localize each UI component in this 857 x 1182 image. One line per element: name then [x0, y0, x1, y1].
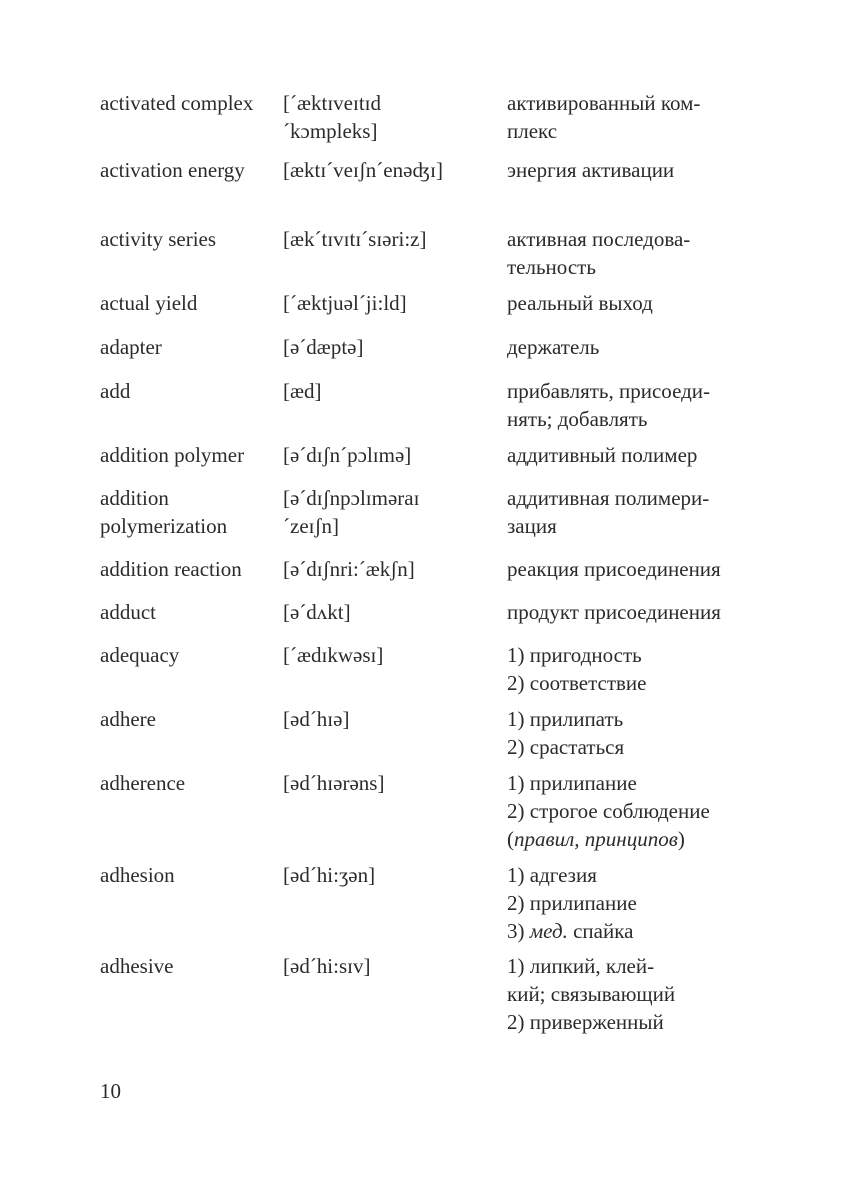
entry-translation: [507, 952, 837, 1036]
entry-term: [100, 555, 280, 583]
entry-term-line: addition: [100, 486, 169, 510]
entry-translation: [507, 555, 837, 583]
translation-text: нять; добавлять: [507, 407, 648, 431]
entry-translation-line: [507, 669, 837, 697]
entry-term: [100, 641, 280, 669]
translation-text: 1) прилипать: [507, 707, 624, 731]
entry-transcription: [283, 769, 498, 797]
entry-translation-line: [507, 377, 837, 405]
entry-term-line: adduct: [100, 600, 156, 624]
entry-translation: [507, 289, 837, 317]
entry-translation: [507, 484, 837, 540]
entry-transcription: [283, 952, 498, 980]
entry-transcription-line: ´zeɪʃn]: [283, 514, 339, 538]
translation-text: 2) строгое соблюдение: [507, 799, 710, 823]
translation-text: 2) прилипание: [507, 891, 637, 915]
entry-translation-line: [507, 156, 837, 184]
entry-transcription: [283, 598, 498, 626]
entry-translation-line: [507, 797, 837, 825]
entry-translation-line: [507, 917, 837, 945]
entry-term-line: adhesive: [100, 954, 174, 978]
entry-term: [100, 598, 280, 626]
entry-transcription-line: [əd´hɪərəns]: [283, 771, 385, 795]
entry-transcription-line: [æk´tɪvɪtɪ´sɪəri:z]: [283, 227, 427, 251]
entry-transcription-line: ´kɔmpleks]: [283, 119, 378, 143]
entry-term: [100, 289, 280, 317]
entry-translation: [507, 156, 837, 184]
entry-transcription-line: [´æktɪveɪtɪd: [283, 91, 381, 115]
translation-text: активированный ком-: [507, 91, 701, 115]
entry-translation-line: [507, 512, 837, 540]
translation-text: 3): [507, 919, 530, 943]
entry-translation-line: [507, 89, 837, 117]
entry-translation-line: [507, 889, 837, 917]
entry-translation: [507, 377, 837, 433]
entry-term: [100, 705, 280, 733]
translation-text: прибавлять, присоеди-: [507, 379, 711, 403]
entry-translation: [507, 705, 837, 761]
translation-text: 1) адгезия: [507, 863, 597, 887]
entry-translation: [507, 861, 837, 945]
entry-transcription-line: [əd´hi:sɪv]: [283, 954, 371, 978]
entry-term: [100, 225, 280, 253]
entry-transcription-line: [´ædɪkwəsɪ]: [283, 643, 384, 667]
translation-text: 2) срастаться: [507, 735, 625, 759]
entry-term-line: addition polymer: [100, 443, 245, 467]
entry-transcription-line: [ə´dɪʃnri:´ækʃn]: [283, 557, 415, 581]
entry-translation-line: [507, 253, 837, 281]
entry-term: [100, 484, 280, 540]
entry-transcription: [283, 705, 498, 733]
entry-transcription-line: [ə´dʌkt]: [283, 600, 351, 624]
entry-term: [100, 861, 280, 889]
entry-translation-line: [507, 117, 837, 145]
entry-translation-line: [507, 333, 837, 361]
entry-transcription: [283, 333, 498, 361]
entry-term-line: adequacy: [100, 643, 180, 667]
entry-transcription-line: [əd´hi:ʒən]: [283, 863, 376, 887]
entry-translation-line: [507, 405, 837, 433]
entry-term-line: actual yield: [100, 291, 198, 315]
entry-term: [100, 89, 280, 117]
translation-text: реакция присоединения: [507, 557, 721, 581]
entry-term: [100, 952, 280, 980]
entry-translation-line: [507, 705, 837, 733]
italic-note: правил, принципов: [514, 827, 678, 851]
entry-translation-line: [507, 225, 837, 253]
translation-text: (: [507, 827, 514, 851]
entry-transcription: [283, 225, 498, 253]
entry-translation-line: [507, 952, 837, 980]
entry-term: [100, 769, 280, 797]
translation-text: аддитивный полимер: [507, 443, 698, 467]
entry-translation-line: [507, 441, 837, 469]
entry-term-line: activation energy: [100, 158, 245, 182]
entry-translation-line: [507, 641, 837, 669]
entry-translation: [507, 598, 837, 626]
entry-translation-line: [507, 861, 837, 889]
translation-text: реальный выход: [507, 291, 653, 315]
entry-term-line: addition reaction: [100, 557, 242, 581]
entry-translation-line: [507, 555, 837, 583]
entry-translation: [507, 225, 837, 281]
entry-term-line: activated complex: [100, 91, 254, 115]
entry-transcription-line: [´æktjuəl´ji:ld]: [283, 291, 407, 315]
entry-transcription: [283, 555, 498, 583]
entry-translation: [507, 769, 837, 853]
translation-text: продукт присоединения: [507, 600, 721, 624]
entry-translation-line: [507, 733, 837, 761]
translation-text: 2) соответствие: [507, 671, 647, 695]
entry-transcription: [283, 441, 498, 469]
translation-text: тельность: [507, 255, 596, 279]
entry-translation-line: [507, 980, 837, 1008]
translation-text: 1) прилипание: [507, 771, 637, 795]
entry-translation-line: [507, 484, 837, 512]
translation-text: энергия активации: [507, 158, 675, 182]
entry-translation-line: [507, 769, 837, 797]
entry-term-line: activity series: [100, 227, 217, 251]
entry-transcription-line: [æd]: [283, 379, 322, 403]
entry-transcription: [283, 156, 498, 184]
entry-term-line: polymerization: [100, 514, 228, 538]
italic-note: мед.: [529, 919, 568, 943]
translation-text: спайка: [567, 919, 634, 943]
translation-text: активная последова-: [507, 227, 691, 251]
entry-transcription: [283, 377, 498, 405]
entry-term-line: adhere: [100, 707, 156, 731]
entry-translation-line: [507, 289, 837, 317]
entry-translation: [507, 441, 837, 469]
entry-term: [100, 333, 280, 361]
translation-text: 1) липкий, клей-: [507, 954, 655, 978]
entry-term-line: adherence: [100, 771, 186, 795]
entry-transcription-line: [æktɪ´veɪʃn´enəʤɪ]: [283, 158, 444, 182]
entry-transcription-line: [əd´hɪə]: [283, 707, 350, 731]
entry-translation: [507, 641, 837, 697]
entry-translation-line: [507, 825, 837, 853]
page-number: 10: [100, 1079, 121, 1103]
translation-text: 1) пригодность: [507, 643, 642, 667]
translation-text: ): [677, 827, 685, 851]
entry-term-line: add: [100, 379, 131, 403]
translation-text: кий; связывающий: [507, 982, 676, 1006]
entry-translation-line: [507, 598, 837, 626]
entry-transcription: [283, 289, 498, 317]
entry-term: [100, 441, 280, 469]
translation-text: аддитивная полимери-: [507, 486, 710, 510]
entry-transcription-line: [ə´dæptə]: [283, 335, 364, 359]
entry-transcription: [283, 641, 498, 669]
entry-term: [100, 156, 280, 184]
entry-translation: [507, 333, 837, 361]
entry-term: [100, 377, 280, 405]
entry-transcription: [283, 89, 498, 145]
entry-transcription-line: [ə´dɪʃn´pɔlɪmə]: [283, 443, 412, 467]
translation-text: плекс: [507, 119, 558, 143]
entry-transcription: [283, 861, 498, 889]
translation-text: зация: [507, 514, 557, 538]
entry-translation-line: [507, 1008, 837, 1036]
translation-text: 2) приверженный: [507, 1010, 664, 1034]
entry-term-line: adapter: [100, 335, 162, 359]
entry-transcription-line: [ə´dɪʃnpɔlɪməraɪ: [283, 486, 420, 510]
entry-term-line: adhesion: [100, 863, 175, 887]
entry-transcription: [283, 484, 498, 540]
entry-translation: [507, 89, 837, 145]
translation-text: держатель: [507, 335, 600, 359]
